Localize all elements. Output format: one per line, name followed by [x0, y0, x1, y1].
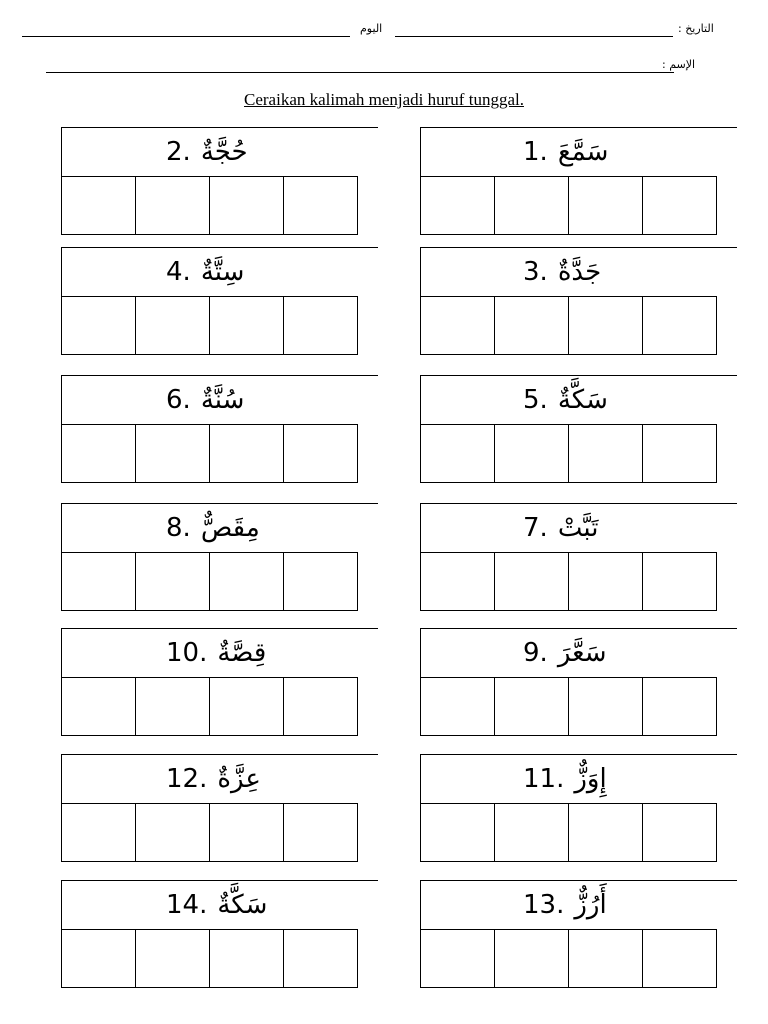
letter-box[interactable]: [642, 552, 717, 611]
exercise-item-12: [61, 754, 358, 862]
letter-box[interactable]: [61, 929, 136, 988]
arabic-word: مِقَصٌّ: [200, 513, 260, 543]
arabic-word: سُنَّةٌ: [200, 385, 245, 415]
letter-box[interactable]: [61, 296, 136, 355]
letter-boxes: [61, 552, 358, 611]
word-header: [420, 754, 737, 803]
letter-box[interactable]: [642, 424, 717, 483]
item-number: 12.: [166, 764, 208, 794]
letter-box[interactable]: [568, 677, 643, 736]
day-underline: [22, 36, 350, 37]
letter-boxes: [420, 176, 717, 235]
letter-box[interactable]: [61, 176, 136, 235]
letter-boxes: [61, 677, 358, 736]
letter-box[interactable]: [283, 552, 358, 611]
letter-boxes: [61, 929, 358, 988]
letter-box[interactable]: [283, 803, 358, 862]
exercise-item-6: [61, 375, 358, 483]
letter-boxes: [420, 803, 717, 862]
arabic-word: سَكَّةٌ: [557, 385, 608, 415]
letter-box[interactable]: [135, 552, 210, 611]
arabic-word: سَمَّعَ: [557, 137, 609, 167]
letter-box[interactable]: [209, 677, 284, 736]
letter-box[interactable]: [420, 677, 495, 736]
letter-box[interactable]: [209, 803, 284, 862]
day-label: اليوم: [360, 22, 383, 35]
item-number: 13.: [523, 890, 565, 920]
letter-boxes: [420, 424, 717, 483]
word-header: [420, 880, 737, 929]
arabic-word: سَعَّرَ: [557, 638, 607, 668]
date-underline: [395, 36, 673, 37]
letter-box[interactable]: [209, 552, 284, 611]
item-number: 6.: [166, 385, 191, 415]
exercise-item-11: [420, 754, 717, 862]
exercise-item-14: [61, 880, 358, 988]
letter-box[interactable]: [209, 929, 284, 988]
letter-boxes: [420, 929, 717, 988]
letter-box[interactable]: [420, 552, 495, 611]
word-header: [420, 127, 737, 176]
word-header: [420, 628, 737, 677]
arabic-word: سِتَّةٌ: [200, 257, 245, 287]
word-header: [61, 754, 378, 803]
letter-box[interactable]: [61, 677, 136, 736]
letter-box[interactable]: [642, 803, 717, 862]
letter-box[interactable]: [283, 929, 358, 988]
exercise-item-5: [420, 375, 717, 483]
exercise-item-10: [61, 628, 358, 736]
word-header: [61, 628, 378, 677]
letter-box[interactable]: [61, 424, 136, 483]
letter-box[interactable]: [568, 296, 643, 355]
exercise-item-13: [420, 880, 717, 988]
item-number: 14.: [166, 890, 208, 920]
name-label: : الإسم: [662, 58, 696, 71]
date-label: : التاريخ: [678, 22, 714, 35]
letter-box[interactable]: [642, 296, 717, 355]
letter-boxes: [420, 552, 717, 611]
exercise-item-3: [420, 247, 717, 355]
letter-box[interactable]: [420, 929, 495, 988]
letter-box[interactable]: [642, 677, 717, 736]
arabic-word: إِوَزٌّ: [574, 764, 607, 794]
letter-box[interactable]: [494, 803, 569, 862]
arabic-word: عِزَّةٌ: [217, 764, 261, 794]
letter-box[interactable]: [420, 424, 495, 483]
letter-box[interactable]: [494, 929, 569, 988]
name-underline: [46, 72, 674, 73]
item-number: 7.: [523, 513, 548, 543]
exercise-item-8: [61, 503, 358, 611]
word-header: [61, 880, 378, 929]
letter-box[interactable]: [209, 176, 284, 235]
letter-box[interactable]: [568, 929, 643, 988]
letter-box[interactable]: [61, 803, 136, 862]
item-number: 10.: [166, 638, 208, 668]
arabic-word: تَبَّتْ: [557, 513, 599, 543]
letter-box[interactable]: [568, 424, 643, 483]
word-header: [61, 375, 378, 424]
letter-boxes: [420, 677, 717, 736]
letter-box[interactable]: [568, 176, 643, 235]
letter-box[interactable]: [494, 552, 569, 611]
word-header: [61, 503, 378, 552]
letter-boxes: [61, 176, 358, 235]
item-number: 2.: [166, 137, 191, 167]
exercise-item-4: [61, 247, 358, 355]
letter-box[interactable]: [568, 803, 643, 862]
arabic-word: حُجَّةٌ: [200, 137, 248, 167]
letter-box[interactable]: [420, 296, 495, 355]
arabic-word: سَكَّةٌ: [217, 890, 268, 920]
letter-boxes: [61, 424, 358, 483]
letter-box[interactable]: [209, 424, 284, 483]
letter-boxes: [61, 803, 358, 862]
letter-box[interactable]: [283, 424, 358, 483]
arabic-word: أَرُزٌّ: [574, 890, 607, 920]
item-number: 8.: [166, 513, 191, 543]
item-number: 9.: [523, 638, 548, 668]
letter-box[interactable]: [283, 677, 358, 736]
letter-box[interactable]: [642, 929, 717, 988]
arabic-word: قِصَّةٌ: [217, 638, 267, 668]
word-header: [420, 503, 737, 552]
letter-box[interactable]: [209, 296, 284, 355]
item-number: 11.: [523, 764, 565, 794]
letter-box[interactable]: [61, 552, 136, 611]
arabic-word: جَدَّةٌ: [557, 257, 602, 287]
letter-box[interactable]: [135, 803, 210, 862]
letter-box[interactable]: [135, 677, 210, 736]
letter-box[interactable]: [420, 176, 495, 235]
word-header: [420, 375, 737, 424]
letter-box[interactable]: [642, 176, 717, 235]
word-header: [61, 127, 378, 176]
letter-box[interactable]: [494, 677, 569, 736]
exercise-item-1: [420, 127, 717, 235]
letter-box[interactable]: [494, 424, 569, 483]
letter-box[interactable]: [494, 176, 569, 235]
exercise-item-9: [420, 628, 717, 736]
exercise-item-7: [420, 503, 717, 611]
letter-box[interactable]: [283, 176, 358, 235]
letter-boxes: [61, 296, 358, 355]
letter-box[interactable]: [494, 296, 569, 355]
item-number: 4.: [166, 257, 191, 287]
letter-box[interactable]: [568, 552, 643, 611]
letter-box[interactable]: [135, 424, 210, 483]
word-header: [61, 247, 378, 296]
word-header: [420, 247, 737, 296]
item-number: 1.: [523, 137, 548, 167]
letter-box[interactable]: [135, 296, 210, 355]
letter-box[interactable]: [283, 296, 358, 355]
item-number: 3.: [523, 257, 548, 287]
exercise-item-2: [61, 127, 358, 235]
letter-boxes: [420, 296, 717, 355]
item-number: 5.: [523, 385, 548, 415]
letter-box[interactable]: [135, 929, 210, 988]
instruction-title: Ceraikan kalimah menjadi huruf tunggal.: [244, 90, 524, 109]
letter-box[interactable]: [135, 176, 210, 235]
letter-box[interactable]: [420, 803, 495, 862]
